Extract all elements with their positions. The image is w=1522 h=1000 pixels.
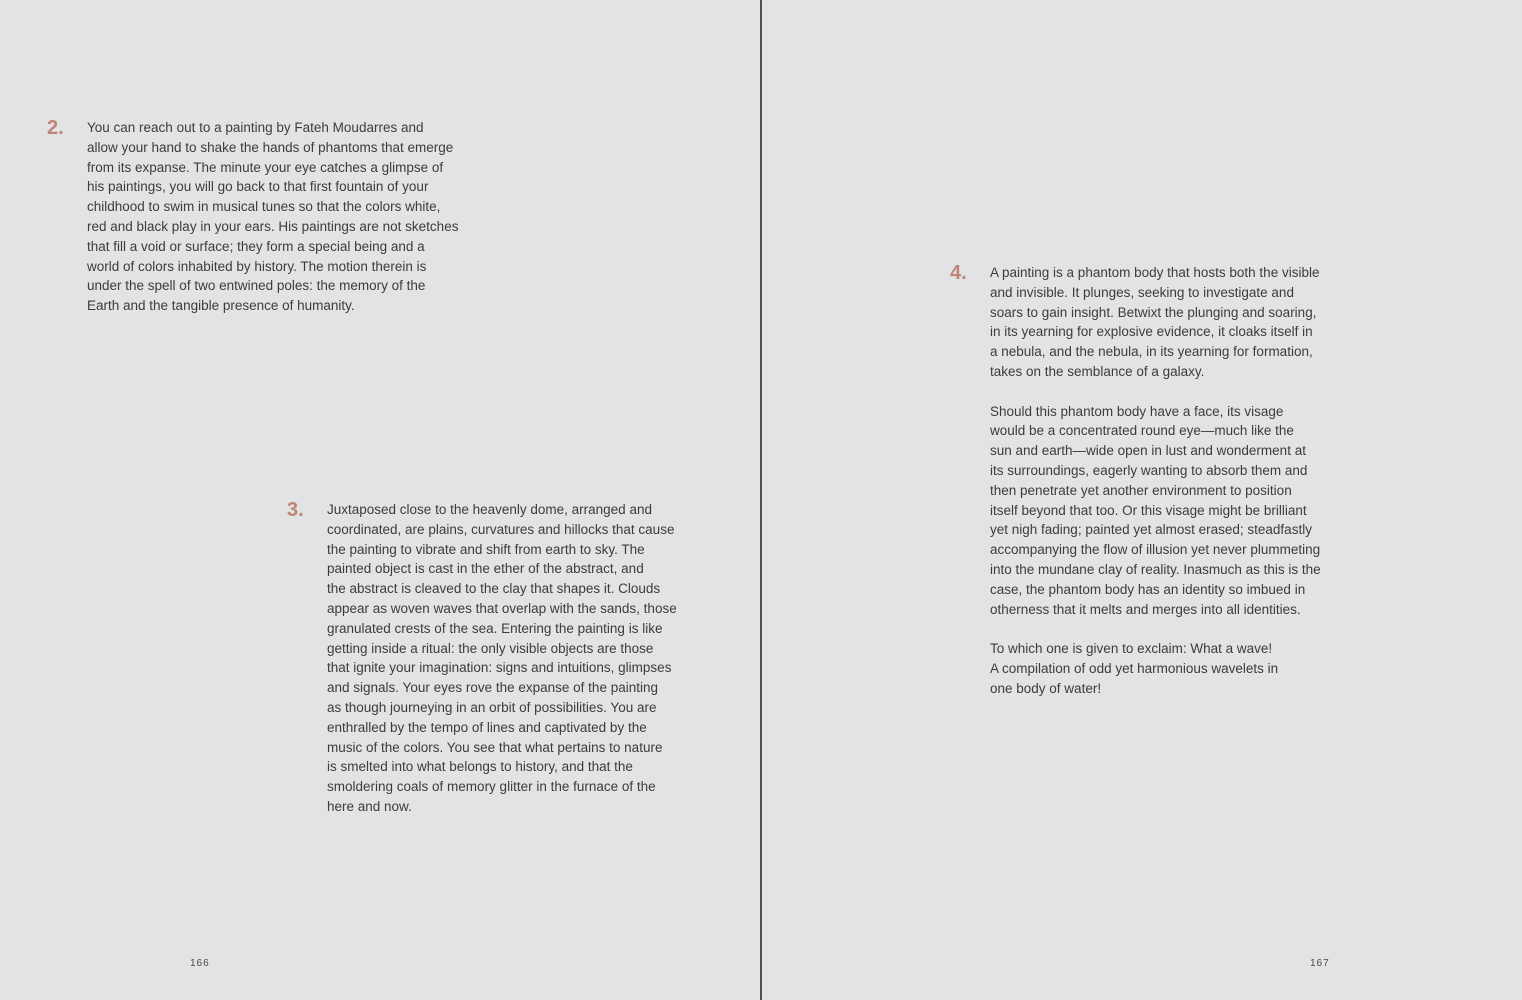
section-number: 3. (287, 499, 304, 521)
section-number: 2. (47, 117, 64, 139)
paragraph: You can reach out to a painting by Fateh Moudarres and allow your hand to shake the hands of phantoms that emerge from its expanse. The minute your eye catches a glimpse of his paintings, you will go back to that first fountain of your childhood to swim in musical tunes so that the colors white, red and black play in your ears. His paintings are not sketches that fill a void or surface; they form a special being and a world of colors inhabited by history. The motion therein is under the spell of two entwined poles: the memory of the Earth and the tangible presence of humanity. (87, 120, 459, 314)
section-number: 4. (950, 262, 967, 284)
paragraph: Should this phantom body have a face, its visage would be a concentrated round eye—much like the sun and earth—wide open in lust and wonderment at its surroundings, eagerly wanting to absorb them and then penetrate yet another environment to position itself beyond that too. Or this visage might be brilliant yet nigh fading; painted yet almost erased; steadfastly accompanying the flow of illusion yet never plummeting into the mundane clay of reality. Inasmuch as this is the case, the phantom body has an identity so imbued in otherness that it melts and merges into all identities. (990, 403, 1321, 617)
paragraph: A painting is a phantom body that hosts both the visible and invisible. It plunges, seeking to investigate and soars to gain insight. Betwixt the plunging and soaring, in its yearning for explosive evidence, it cloaks itself in a nebula, and the nebula, in its yearning for formation, takes on the semblance of a galaxy. (990, 265, 1320, 379)
section-4-text (990, 263, 1410, 699)
paragraph: To which one is given to exclaim: What a wave! A compilation of odd yet harmonious wavelets in one body of water! (990, 641, 1279, 696)
section-2-text (87, 118, 507, 316)
page-number-right: 167 (1310, 958, 1330, 969)
section-3-text (327, 500, 727, 817)
page-number-left: 166 (190, 958, 210, 969)
page-gutter-divider (760, 0, 762, 1000)
paragraph: Juxtaposed close to the heavenly dome, arranged and coordinated, are plains, curvatures and hillocks that cause the painting to vibrate and shift from earth to sky. The painted object is cast in the ether of the abstract, and the abstract is cleaved to the clay that shapes it. Clouds appear as woven waves that overlap with the sands, those granulated crests of the sea. Entering the painting is like getting inside a ritual: the only visible objects are those that ignite your imagination: signs and intuitions, glimpses and signals. Your eyes rove the expanse of the painting as though journeying in an orbit of possibilities. You are enthralled by the tempo of lines and captivated by the music of the colors. You see that what pertains to nature is smelted into what belongs to history, and that the smoldering coals of memory glitter in the furnace of the here and now. (327, 502, 677, 814)
